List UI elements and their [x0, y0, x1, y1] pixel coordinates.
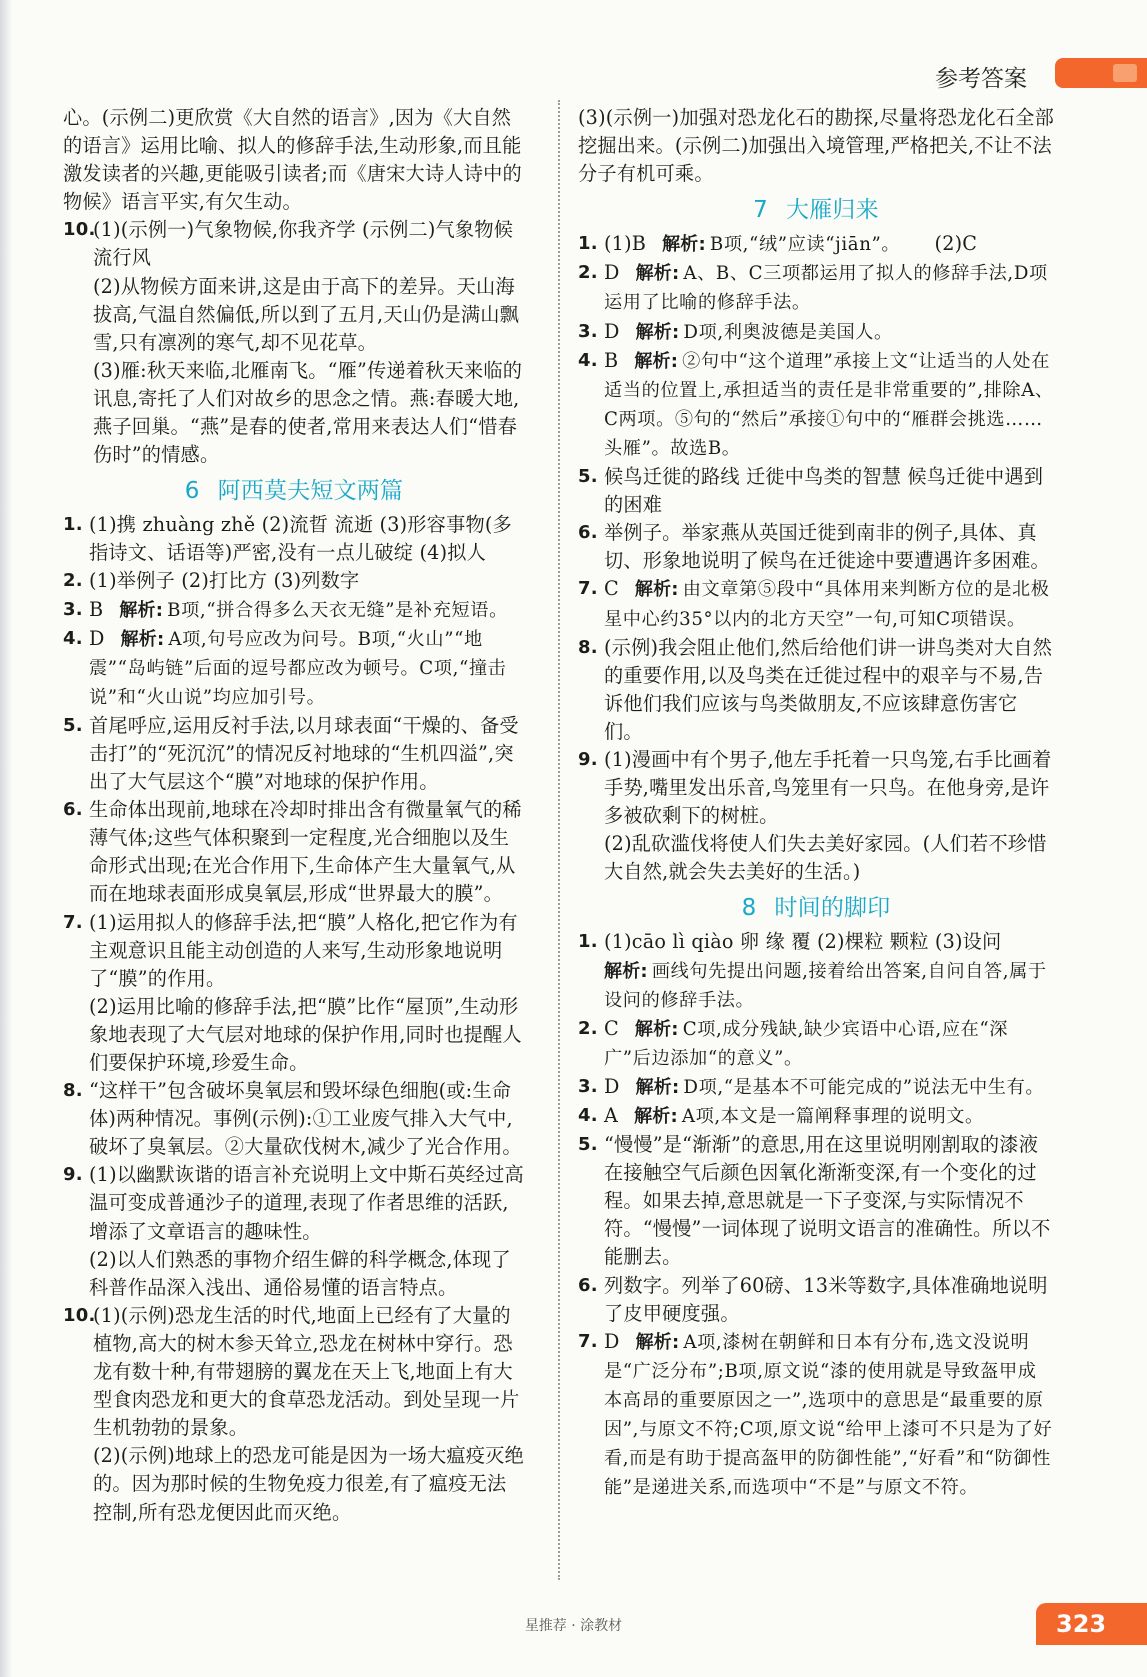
- page-number: 323: [1036, 1603, 1147, 1645]
- footer-text: 星推荐 · 涂教材: [524, 1618, 623, 1634]
- answer-4: 4. D 解析: A项,句号应改为问号。B项,“火山”“地震”“岛屿链”后面的逗号都应改为顿号。C项,“撞击说”和“火山说”均应加引号。: [63, 626, 507, 708]
- answer-9: 9. (1)以幽默诙谐的语言补充说明上文中斯石英经过高温可变成普通沙子的道理,表现了作者思维的活跃,增添了文章语言的趣味性。 (2)以人们熟悉的事物介绍生僻的科学概念,体现了科普作品深入浅出、通俗易懂的语言特点。: [63, 1163, 524, 1299]
- right-column: [578, 104, 1054, 1502]
- answer-2: 2. D 解析: A、B、C三项都运用了拟人的修辞手法,D项运用了比喻的修辞手法。: [578, 261, 1048, 314]
- answer-2: 2. C 解析: C项,成分残缺,缺少宾语中心语,应在“深广”后边添加“的意义”。: [578, 1016, 1009, 1069]
- answer-10b: 10. (1)(示例)恐龙生活的时代,地面上已经有了大量的植物,高大的树木参天耸立,恐龙在树林中穿行。恐龙有数十种,有带翅膀的翼龙在天上飞,地面上有大型食肉恐龙和更大的食草恐龙活动。到处呈现一片生机勃勃的景象。 (2)(示例)地球上的恐龙可能是因为一场大瘟疫灭绝的。因为那时候的生物免疫力很差,有了瘟疫无法控制,所有恐龙便因此而灭绝。: [63, 1303, 524, 1524]
- carry-over-text: 心。(示例二)更欣赏《大自然的语言》,因为《大自然的语言》运用比喻、拟人的修辞手法,生动形象,而且能激发读者的兴趣,更能吸引读者;而《唐宋大诗人诗中的物候》语言平实,有欠生动。: [63, 106, 522, 214]
- answer-1: 1. (1)B 解析: B项,“绒”应读“jiān”。 (2)C: [578, 232, 978, 256]
- answer-1: 1. (1)携 zhuàng zhě (2)流晢 流逝 (3)形容事物(多指诗文、话语等)严密,没有一点儿破绽 (4)拟人: [63, 513, 512, 565]
- section-heading-7: 7 大雁归来: [753, 197, 879, 224]
- answer-2: 2. (1)举例子 (2)打比方 (3)列数字: [63, 569, 360, 593]
- answer-3: 3. D 解析: D项,利奥波德是美国人。: [578, 319, 893, 343]
- carry-over-text: (3)(示例一)加强对恐龙化石的勘探,尽量将恐龙化石全部挖掘出来。(示例二)加强出入境管理,严格把关,不让不法分子有机可乘。: [578, 106, 1054, 186]
- answer-5: 5. 首尾呼应,运用反衬手法,以月球表面“干燥的、备受击打”的“死沉沉”的情况反衬地球的“生机四溢”,突出了大气层这个“膜”对地球的保护作用。: [63, 713, 519, 794]
- answer-8: 8. (示例)我会阻止他们,然后给他们讲一讲鸟类对大自然的重要作用,以及鸟类在迁徙过程中的艰辛与不易,告诉他们我们应该与鸟类做朋友,不应该肆意伤害它们。: [578, 635, 1053, 743]
- answer-9: 9. (1)漫画中有个男子,他左手托着一只鸟笼,右手比画着手势,嘴里发出乐音,鸟笼里有一只鸟。在他身旁,是许多被砍剩下的树桩。 (2)乱砍滥伐将使人们失去美好家园。(人们若不珍惜大自然,就会失去美好的生活。): [578, 747, 1052, 884]
- answer-4: 4. B 解析: ②句中“这个道理”承接上文“让适当的人处在适当的位置上,承担适当的责任是非常重要的”,排除A、C两项。⑤句的“然后”承接①句中的“雁群会挑选……头雁”。故选B。: [578, 348, 1054, 459]
- answer-10: 10. (1)(示例一)气象物候,你我齐学 (示例二)气象物候流行风 (2)从物候方面来讲,这是由于高下的差异。天山海拔高,气温自然偏低,所以到了五月,天山仍是满山飘雪,只有凛冽的寒气,却不见花草。 (3)雁:秋天来临,北雁南飞。“雁”传递着秋天来临的讯息,寄托了人们对故乡的思念之情。燕:春暖大地,燕子回巢。“燕”是春的使者,常用来表达人们“惜春伤时”的情感。: [63, 218, 523, 467]
- section-heading-8: 8 时间的脚印: [741, 895, 891, 922]
- answer-5: 5. “慢慢”是“渐渐”的意思,用在这里说明刚割取的漆液在接触空气后颜色因氧化渐渐变深,有一个变化的过程。如果去掉,意思就是一下子变深,与实际情况不符。“慢慢”一词体现了说明文语言的准确性。所以不能删去。: [578, 1133, 1051, 1269]
- page-edge-shadow: [0, 0, 12, 1677]
- answer-3: 3. D 解析: D项,“是基本不可能完成的”说法无中生有。: [578, 1074, 1045, 1098]
- answer-6: 6. 生命体出现前,地球在冷却时排出含有微量氧气的稀薄气体;这些气体积聚到一定程度,光合细胞以及生命形式出现;在光合作用下,生命体产生大量氧气,从而在地球表面形成臭氧层,形成“世界最大的膜”。: [63, 798, 522, 906]
- answer-6: 6. 列数字。列举了60磅、13米等数字,具体准确地说明了皮甲硬度强。: [578, 1273, 1048, 1325]
- answer-7: 7. C 解析: 由文章第⑤段中“具体用来判断方位的是北极星中心约35°以内的北方天空”一句,可知C项错误。: [578, 577, 1050, 630]
- answer-7: 7. D 解析: A项,漆树在朝鲜和日本有分布,选文没说明是“广泛分布”;B项,原文说“漆的使用就是导致盔甲成本高昂的重要原因之一”,选项中的意思是“最重要的原因”,与原文不符;C项,原文说“给甲上漆可不只是为了好看,而是有助于提高盔甲的防御性能”,“好看”和“防御性能”是递进关系,而选项中“不是”与原文不符。: [578, 1329, 1053, 1499]
- answer-4: 4. A 解析: A项,本文是一篇阐释事理的说明文。: [578, 1104, 984, 1127]
- header-title: 参考答案: [935, 66, 1027, 92]
- answer-7: 7. (1)运用拟人的修辞手法,把“膜”人格化,把它作为有主观意识且能主动创造的人来写,生动形象地说明了“膜”的作用。 (2)运用比喻的修辞手法,把“膜”比作“屋顶”,生动形象地表现了大气层对地球的保护作用,同时也提醒人们要保护环境,珍爱生命。: [63, 910, 522, 1074]
- column-divider: [558, 100, 560, 1580]
- left-column: [63, 104, 525, 1527]
- answer-5: 5. 候鸟迁徙的路线 迁徙中鸟类的智慧 候鸟迁徙中遇到的困难: [578, 465, 1044, 517]
- section-heading-6: 6 阿西莫夫短文两篇: [184, 478, 404, 505]
- answer-8: 8. “这样干”包含破坏臭氧层和毁坏绿色细胞(或:生命体)两种情况。事例(示例):①工业废气排入大气中,破坏了臭氧层。②大量砍伐树木,减少了光合作用。: [63, 1079, 522, 1159]
- answer-3: 3. B 解析: B项,“拼合得多么天衣无缝”是补充短语。: [63, 597, 508, 621]
- answer-6: 6. 举例子。举家燕从英国迁徙到南非的例子,具体、真切、形象地说明了候鸟在迁徙途中要遭遇许多困难。: [578, 521, 1050, 573]
- answer-1: 1. (1)cāo lì qiào 卵 缘 覆 (2)棵粒 颗粒 (3)设问 解析: 画线句先提出问题,接着给出答案,自问自答,属于设问的修辞手法。: [578, 930, 1047, 1011]
- header-accent-bar: [1055, 58, 1147, 88]
